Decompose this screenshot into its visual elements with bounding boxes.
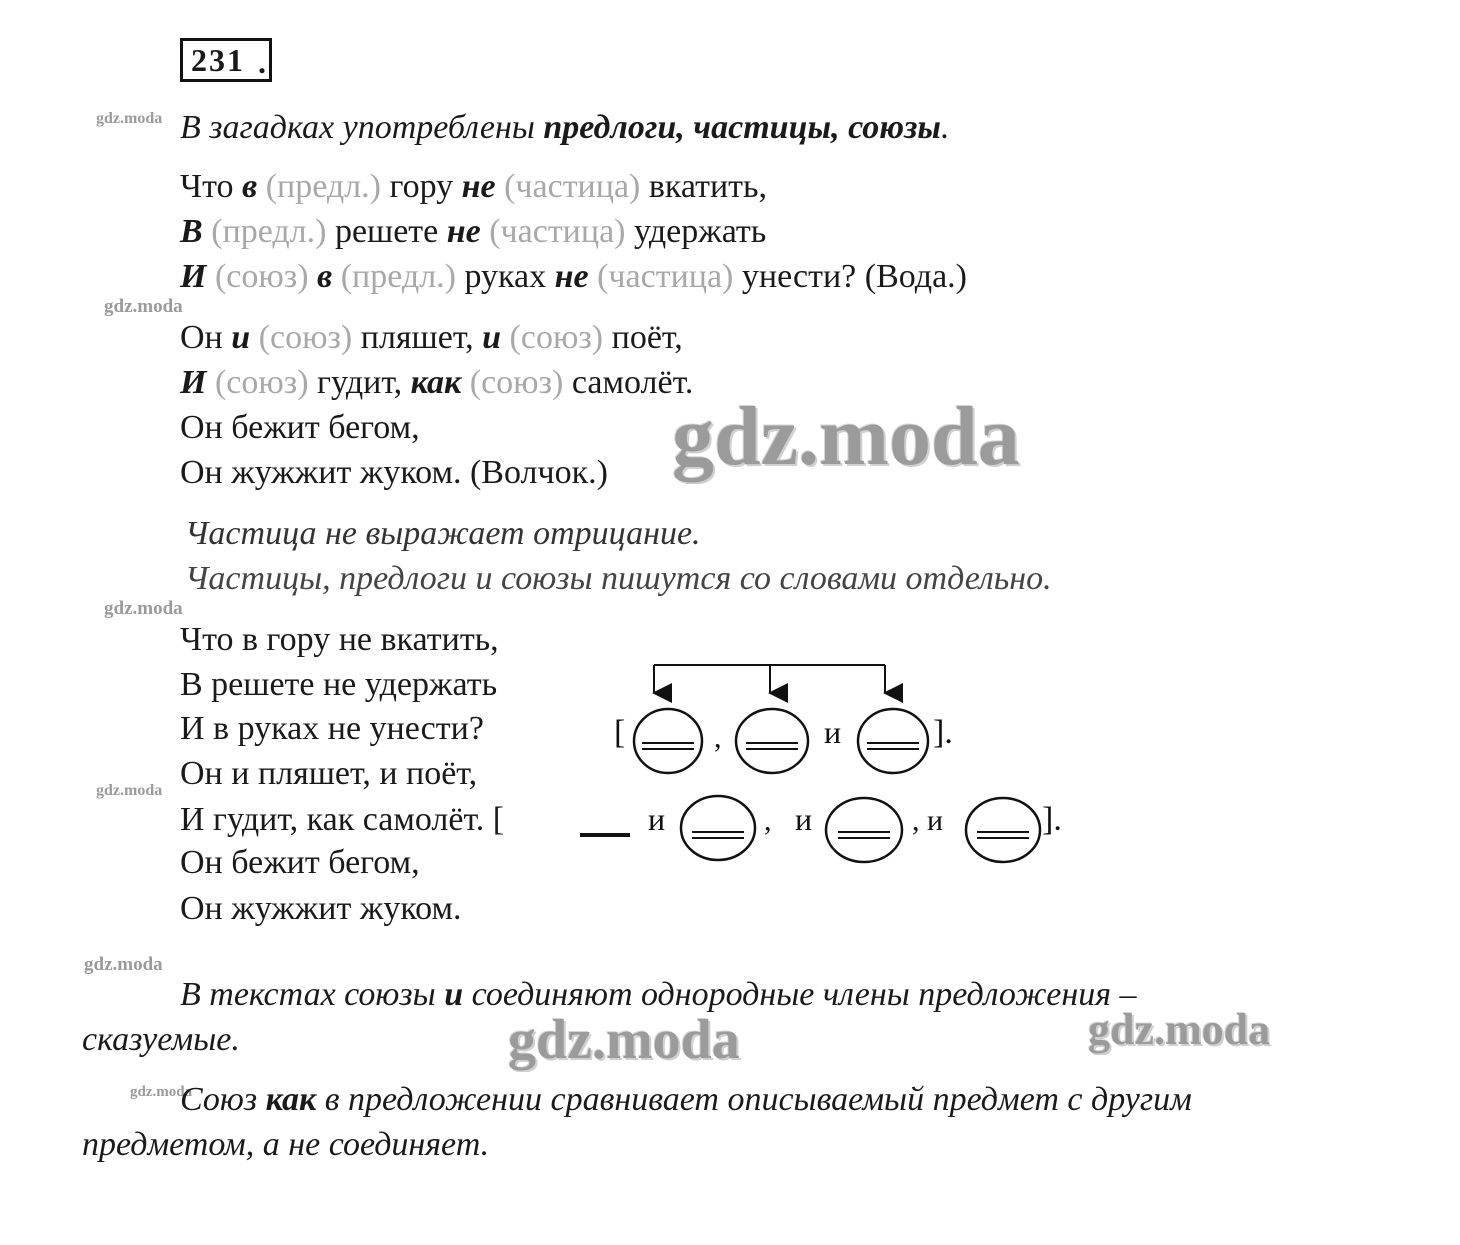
predicate-circle: [858, 709, 928, 773]
riddle-text: гудит,: [317, 364, 411, 401]
highlighted-word: не: [461, 168, 496, 205]
riddle-line: [180, 167, 767, 207]
riddle-text: поёт,: [611, 319, 683, 356]
riddle-text: решете: [334, 213, 447, 250]
riddle-line: [180, 363, 693, 403]
poem-line: Он и пляшет, и поёт,: [180, 755, 478, 792]
part-of-speech-label: (частица): [588, 258, 742, 295]
predicate-circle: [826, 798, 902, 862]
highlighted-word: В: [180, 213, 203, 250]
highlighted-word: И: [180, 258, 207, 295]
riddle-text: пляшет,: [360, 319, 483, 356]
part-of-speech-label: (союз): [206, 258, 318, 295]
poem-line: Он бежит бегом,: [180, 844, 420, 881]
predicate-circle: [966, 798, 1040, 862]
riddle-line: [180, 408, 420, 448]
watermark: gdz.moda: [104, 598, 183, 619]
highlighted-word: в: [242, 168, 258, 205]
riddle-text: самолёт.: [571, 364, 694, 401]
highlighted-word: не: [554, 258, 589, 295]
predicate-circle: [681, 796, 755, 860]
watermark-large: gdz.moda: [672, 390, 1020, 483]
watermark-large: gdz.moda: [1088, 1005, 1271, 1054]
part-of-speech-label: (союз): [206, 364, 318, 401]
watermark: gdz.moda: [84, 954, 163, 975]
exercise-number-dot: .: [258, 44, 266, 80]
riddle-text: Что: [180, 168, 243, 205]
riddle-text: гору: [389, 168, 462, 205]
watermark-large: gdz.moda: [508, 1009, 740, 1071]
watermark: gdz.moda: [104, 296, 183, 317]
poem-line: В решете не удержать: [180, 666, 498, 703]
riddle-text: Он жужжит жуком. (Волчок.): [180, 454, 608, 491]
part-of-speech-label: (частица): [495, 168, 649, 205]
riddle-text: вкатить,: [648, 168, 768, 205]
poem-line: Что в гору не вкатить,: [180, 621, 499, 658]
watermark: gdz.moda: [96, 110, 163, 127]
riddle-text: Он: [180, 319, 232, 356]
scheme-comma: ,: [764, 804, 772, 837]
sentence-scheme-2: [570, 790, 1070, 870]
poem-line: И в руках не унести?: [180, 710, 484, 747]
scheme-conjunction: и: [648, 801, 666, 837]
part-of-speech-label: (предл.): [257, 168, 390, 205]
part-of-speech-label: (частица): [480, 213, 634, 250]
highlighted-word: и: [231, 319, 251, 356]
predicate-circle: [634, 709, 702, 773]
conclusion-2-line-2: предметом, а не соединяет.: [82, 1126, 490, 1163]
scheme-comma: ,: [714, 721, 722, 754]
part-of-speech-label: (предл.): [202, 213, 335, 250]
scheme-close-bracket: ].: [933, 714, 953, 751]
conclusion-1-line-2: сказуемые.: [82, 1021, 240, 1058]
riddle-text: унести? (Вода.): [741, 258, 967, 295]
riddle-text: Он бежит бегом,: [180, 409, 420, 446]
riddle-line: [180, 212, 766, 252]
exercise-number: 231: [180, 38, 272, 82]
highlighted-word: в: [317, 258, 333, 295]
conclusion-2-line-1: Союз как в предложении сравнивает описываемый предмет с другим: [180, 1081, 1192, 1118]
intro-line: В загадках употреблены предлоги, частицы, союзы.: [180, 109, 950, 146]
highlighted-word: не: [446, 213, 481, 250]
part-of-speech-label: (предл.): [332, 258, 465, 295]
note-line: Частицы, предлоги и союзы пишутся со словами отдельно.: [185, 560, 1052, 597]
riddle-line: [180, 257, 967, 297]
scheme-comma-conjunction: , и: [912, 804, 944, 837]
poem-line: Он жужжит жуком.: [180, 890, 462, 927]
predicate-circle: [736, 709, 808, 773]
note-line: Частица не выражает отрицание.: [185, 515, 701, 552]
conclusion-1-line-1: В текстах союзы и соединяют однородные члены предложения –: [180, 976, 1137, 1013]
riddle-text: руках: [464, 258, 555, 295]
highlighted-word: И: [180, 364, 207, 401]
watermark: gdz.moda: [130, 1084, 193, 1100]
watermark: gdz.moda: [96, 782, 163, 799]
poem-line: И гудит, как самолёт. [: [180, 801, 505, 838]
sentence-scheme-1: [600, 655, 980, 780]
scheme-conjunction: и: [795, 801, 813, 837]
highlighted-word: как: [410, 364, 462, 401]
scheme-arrows: [654, 665, 885, 693]
scheme-open-bracket: [: [614, 714, 626, 751]
highlighted-word: и: [482, 319, 502, 356]
riddle-line: [180, 318, 683, 358]
riddle-text: удержать: [633, 213, 767, 250]
scheme-close-bracket: ].: [1042, 801, 1062, 838]
scheme-conjunction: и: [824, 714, 842, 750]
riddle-line: [180, 453, 608, 493]
part-of-speech-label: (союз): [501, 319, 612, 356]
part-of-speech-label: (союз): [461, 364, 572, 401]
part-of-speech-label: (союз): [250, 319, 361, 356]
